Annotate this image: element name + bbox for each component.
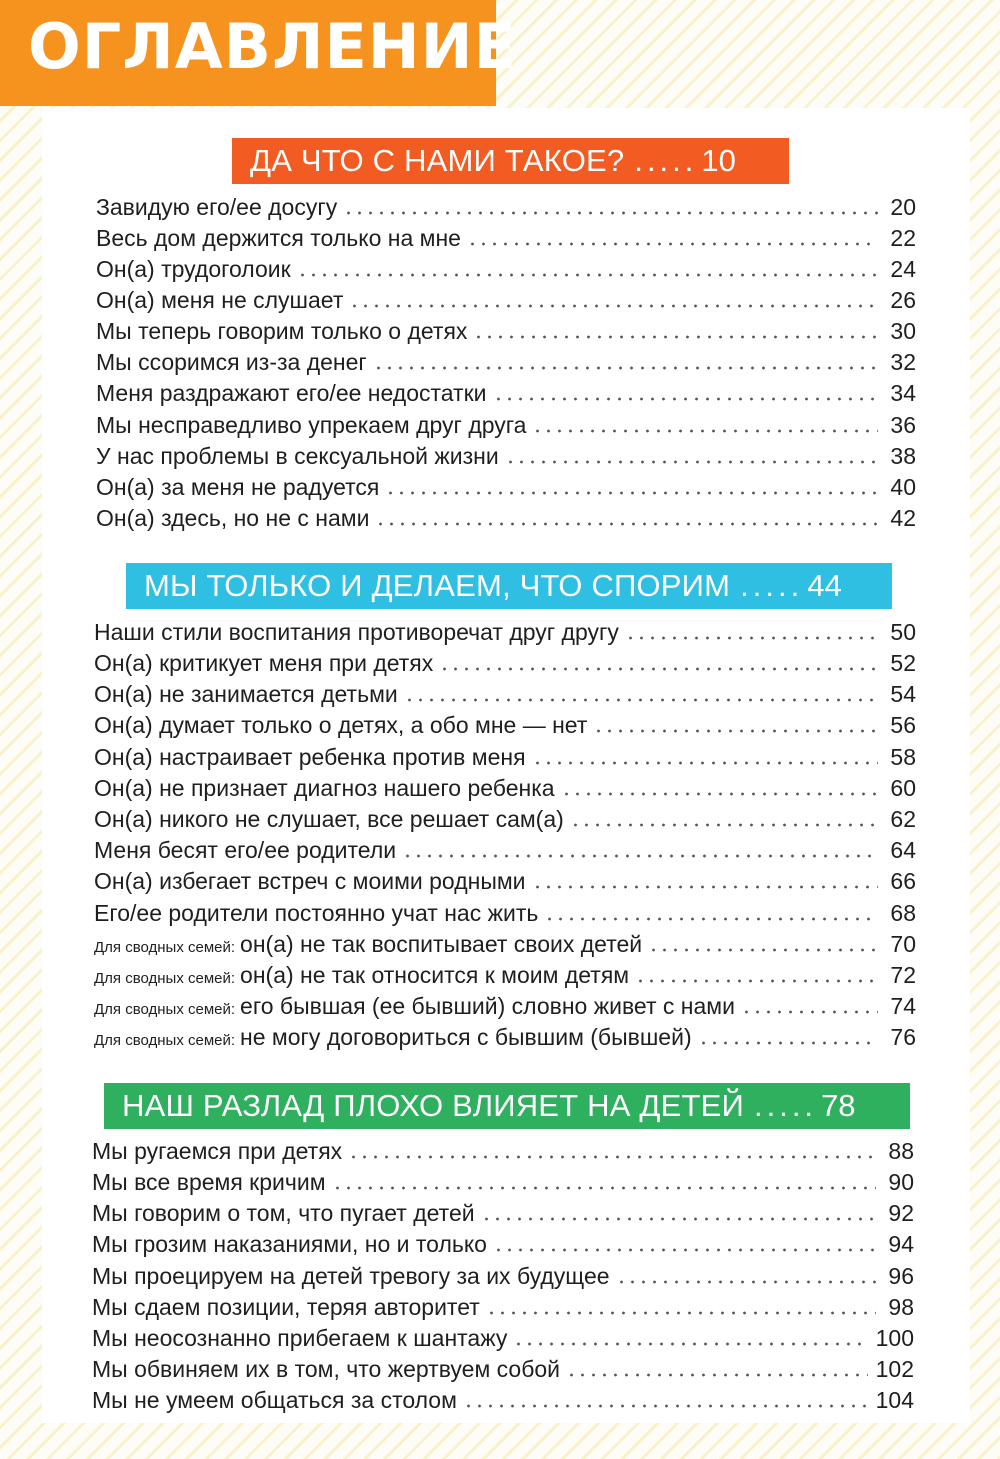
toc-entry[interactable] bbox=[92, 1136, 914, 1167]
entry-title: Меня раздражают его/ее недостатки bbox=[96, 380, 487, 406]
dot-leader bbox=[741, 1010, 878, 1014]
dot-leader bbox=[616, 1280, 876, 1284]
entry-title: Мы все время кричим bbox=[92, 1169, 326, 1195]
entry-page-number: 102 bbox=[875, 1356, 914, 1382]
entry-page-number: 90 bbox=[888, 1169, 914, 1195]
entry-title: Мы сдаем позиции, теряя авторитет bbox=[92, 1294, 480, 1320]
toc-entry[interactable] bbox=[94, 1022, 916, 1053]
toc-entry[interactable] bbox=[92, 1323, 914, 1354]
section-leader-dots: ..... bbox=[753, 1088, 818, 1123]
toc-entry[interactable] bbox=[96, 316, 916, 347]
entry-page-number: 26 bbox=[890, 287, 916, 313]
toc-entry[interactable] bbox=[92, 1261, 914, 1292]
entry-title: Он(а) меня не слушает bbox=[96, 287, 344, 313]
entry-title: Он(а) избегает встреч с моими родными bbox=[94, 868, 526, 894]
entry-title: Мы ссоримся из-за денег bbox=[96, 349, 367, 375]
entry-page-number: 34 bbox=[890, 380, 916, 406]
entry-title: Он(а) здесь, но не с нами bbox=[96, 505, 370, 531]
dot-leader bbox=[375, 522, 878, 526]
dot-leader bbox=[343, 211, 878, 215]
toc-entry[interactable] bbox=[92, 1198, 914, 1229]
entry-title: он(а) не так воспитывает своих детей bbox=[240, 931, 643, 957]
entry-prefix: Для сводных семей: bbox=[94, 970, 236, 987]
toc-entry[interactable] bbox=[96, 192, 916, 223]
entry-page-number: 20 bbox=[890, 194, 916, 220]
toc-entry[interactable] bbox=[94, 773, 916, 804]
entry-title: Его/ее родители постоянно учат нас жить bbox=[94, 900, 539, 926]
entry-page-number: 54 bbox=[890, 681, 916, 707]
entry-page-number: 42 bbox=[890, 505, 916, 531]
dot-leader bbox=[544, 917, 878, 921]
entry-page-number: 38 bbox=[890, 443, 916, 469]
section-page-number: 44 bbox=[807, 568, 842, 603]
dot-leader bbox=[493, 1248, 876, 1252]
entry-title: Он(а) за меня не радуется bbox=[96, 474, 380, 500]
entry-page-number: 64 bbox=[890, 837, 916, 863]
entry-title: Мы несправедливо упрекаем друг друга bbox=[96, 412, 527, 438]
section-page-number: 10 bbox=[701, 143, 736, 178]
entry-title: Мы говорим о том, что пугает детей bbox=[92, 1200, 475, 1226]
toc-entry[interactable] bbox=[94, 648, 916, 679]
entry-page-number: 94 bbox=[888, 1231, 914, 1257]
entry-title: Он(а) трудоголоик bbox=[96, 256, 291, 282]
title-band bbox=[0, 0, 517, 106]
entry-page-number: 40 bbox=[890, 474, 916, 500]
entry-title: Мы не умеем общаться за столом bbox=[92, 1387, 457, 1413]
dot-leader bbox=[373, 366, 878, 370]
toc-entry[interactable] bbox=[94, 835, 916, 866]
dot-leader bbox=[473, 335, 878, 339]
entry-title: Он(а) критикует меня при детях bbox=[94, 650, 434, 676]
toc-entry[interactable] bbox=[96, 410, 916, 441]
entry-title: Наши стили воспитания противоречат друг другу bbox=[94, 619, 619, 645]
entry-title: он(а) не так относится к моим детям bbox=[240, 962, 630, 988]
entry-title: Он(а) настраивает ребенка против меня bbox=[94, 744, 526, 770]
entry-page-number: 24 bbox=[890, 256, 916, 282]
entry-page-number: 74 bbox=[890, 993, 916, 1019]
dot-leader bbox=[349, 304, 878, 308]
toc-entry[interactable] bbox=[92, 1167, 914, 1198]
section-header[interactable] bbox=[126, 563, 892, 609]
toc-entry[interactable] bbox=[94, 804, 916, 835]
toc-entry[interactable] bbox=[94, 742, 916, 773]
entry-prefix: Для сводных семей: bbox=[94, 1001, 236, 1018]
toc-entry[interactable] bbox=[94, 929, 916, 960]
section-leader-dots: ..... bbox=[634, 143, 698, 178]
entry-title: Он(а) никого не слушает, все решает сам(а) bbox=[94, 806, 564, 832]
dot-leader bbox=[486, 1311, 876, 1315]
entry-page-number: 98 bbox=[888, 1294, 914, 1320]
entry-title: Меня бесят его/ее родители bbox=[94, 837, 397, 863]
toc-entry[interactable] bbox=[94, 866, 916, 897]
entry-title: Он(а) не признает диагноз нашего ребенка bbox=[94, 775, 555, 801]
page-title: ОГЛАВЛЕНИЕ bbox=[28, 10, 517, 83]
dot-leader bbox=[463, 1404, 868, 1408]
toc-entry[interactable] bbox=[94, 710, 916, 741]
toc-entry[interactable] bbox=[96, 223, 916, 254]
dot-leader bbox=[332, 1186, 876, 1190]
dot-leader bbox=[404, 698, 878, 702]
entry-page-number: 66 bbox=[890, 868, 916, 894]
toc-entry[interactable] bbox=[94, 898, 916, 929]
entry-page-number: 62 bbox=[890, 806, 916, 832]
dot-leader bbox=[532, 429, 878, 433]
dot-leader bbox=[635, 979, 878, 983]
toc-entry[interactable] bbox=[96, 347, 916, 378]
entry-title: Мы неосознанно прибегаем к шантажу bbox=[92, 1325, 508, 1351]
dot-leader bbox=[532, 885, 878, 889]
dot-leader bbox=[439, 667, 878, 671]
entry-prefix: Для сводных семей: bbox=[94, 1032, 236, 1049]
dot-leader bbox=[505, 460, 878, 464]
dot-leader bbox=[348, 1155, 876, 1159]
entry-prefix: Для сводных семей: bbox=[94, 939, 236, 956]
entry-page-number: 36 bbox=[890, 412, 916, 438]
entry-title: Весь дом держится только на мне bbox=[96, 225, 461, 251]
dot-leader bbox=[593, 729, 878, 733]
entry-title: Мы проецируем на детей тревогу за их будущее bbox=[92, 1263, 610, 1289]
section-leader-dots: ..... bbox=[740, 568, 804, 603]
entry-title: Он(а) не занимается детьми bbox=[94, 681, 398, 707]
dot-leader bbox=[513, 1342, 867, 1346]
section-page-number: 78 bbox=[821, 1088, 856, 1123]
entry-title: Мы ругаемся при детях bbox=[92, 1138, 343, 1164]
section-title: НАШ РАЗЛАД ПЛОХО ВЛИЯЕТ НА ДЕТЕЙ bbox=[122, 1088, 744, 1123]
dot-leader bbox=[625, 636, 878, 640]
dot-leader bbox=[570, 823, 878, 827]
toc-entry[interactable] bbox=[92, 1354, 914, 1385]
dot-leader bbox=[402, 854, 878, 858]
toc-entry[interactable] bbox=[94, 617, 916, 648]
dot-leader bbox=[385, 491, 878, 495]
entry-title: не могу договориться с бывшим (бывшей) bbox=[240, 1024, 692, 1050]
entry-title: Мы обвиняем их в том, что жертвуем собой bbox=[92, 1356, 561, 1382]
entry-title: Мы теперь говорим только о детях bbox=[96, 318, 468, 344]
entry-page-number: 60 bbox=[890, 775, 916, 801]
entry-page-number: 72 bbox=[890, 962, 916, 988]
dot-leader bbox=[566, 1373, 868, 1377]
toc-entry[interactable] bbox=[94, 960, 916, 991]
section-header[interactable] bbox=[104, 1083, 910, 1129]
toc-entry[interactable] bbox=[96, 285, 916, 316]
dot-leader bbox=[532, 761, 878, 765]
toc-entry[interactable] bbox=[92, 1292, 914, 1323]
toc-entry[interactable] bbox=[94, 991, 916, 1022]
dot-leader bbox=[481, 1217, 876, 1221]
entry-title: Завидую его/ее досугу bbox=[96, 194, 338, 220]
dot-leader bbox=[467, 242, 878, 246]
entry-page-number: 92 bbox=[888, 1200, 914, 1226]
entry-page-number: 58 bbox=[890, 744, 916, 770]
entry-page-number: 96 bbox=[888, 1263, 914, 1289]
entry-page-number: 22 bbox=[890, 225, 916, 251]
entry-title: Мы грозим наказаниями, но и только bbox=[92, 1231, 487, 1257]
entry-page-number: 56 bbox=[890, 712, 916, 738]
entry-page-number: 100 bbox=[875, 1325, 914, 1351]
section-title: ДА ЧТО С НАМИ ТАКОЕ? bbox=[250, 143, 625, 178]
entry-page-number: 52 bbox=[890, 650, 916, 676]
entry-title: Он(а) думает только о детях, а обо мне — нет bbox=[94, 712, 588, 738]
toc-entry[interactable] bbox=[96, 441, 916, 472]
entry-page-number: 68 bbox=[890, 900, 916, 926]
entry-page-number: 30 bbox=[890, 318, 916, 344]
entry-title: У нас проблемы в сексуальной жизни bbox=[96, 443, 499, 469]
entry-page-number: 76 bbox=[890, 1024, 916, 1050]
entry-page-number: 88 bbox=[888, 1138, 914, 1164]
toc-entry[interactable] bbox=[96, 254, 916, 285]
dot-leader bbox=[698, 1041, 878, 1045]
toc-entry[interactable] bbox=[92, 1385, 914, 1416]
dot-leader bbox=[493, 397, 878, 401]
entry-page-number: 104 bbox=[875, 1387, 914, 1413]
entry-title: его бывшая (ее бывший) словно живет с нами bbox=[240, 993, 735, 1019]
toc-entry[interactable] bbox=[96, 378, 916, 409]
dot-leader bbox=[648, 948, 878, 952]
dot-leader bbox=[297, 273, 878, 277]
toc-entry[interactable] bbox=[96, 472, 916, 503]
toc-entry[interactable] bbox=[94, 679, 916, 710]
toc-entry[interactable] bbox=[92, 1229, 914, 1260]
toc-entry[interactable] bbox=[96, 503, 916, 534]
dot-leader bbox=[561, 792, 878, 796]
entry-page-number: 70 bbox=[890, 931, 916, 957]
section-title: МЫ ТОЛЬКО И ДЕЛАЕМ, ЧТО СПОРИМ bbox=[144, 568, 731, 603]
entry-page-number: 50 bbox=[890, 619, 916, 645]
entry-page-number: 32 bbox=[890, 349, 916, 375]
section-header[interactable] bbox=[232, 138, 789, 184]
